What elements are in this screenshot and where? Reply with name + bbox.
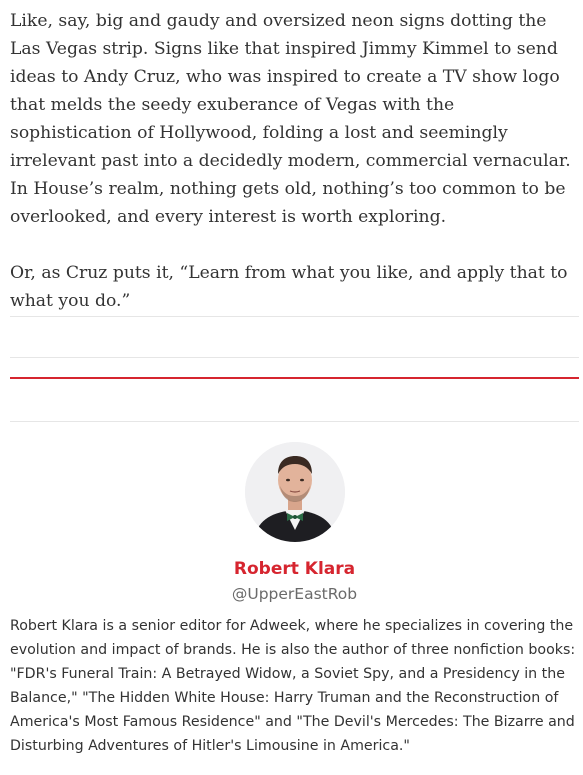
article-body [10,7,580,343]
article-paragraph: Like, say, big and gaudy and oversized neon signs dotting the Las Vegas strip. Signs like that inspired Jimmy Kimmel to send ideas to Andy Cruz, who was inspired to create a TV show logo that melds the seedy exuberance of Vegas with the sophistication of Hollywood, folding a lost and seemingly irrelevant past into a decidedly modern, commercial vernacular. In House’s realm, nothing gets old, nothing’s too common to be overlooked, and every interest is worth exploring. [10,11,571,227]
author-photo-icon [245,442,345,542]
divider [10,357,579,358]
author-avatar[interactable] [245,442,345,542]
author-card [10,442,579,758]
accent-divider [10,377,579,379]
author-name-link[interactable]: Robert Klara [233,559,356,579]
divider [10,421,579,422]
author-handle-link[interactable]: @UpperEastRob [231,585,358,603]
divider [10,316,579,317]
author-bio: Robert Klara is a senior editor for Adweek, where he specializes in covering the evolution and impact of brands. He is also the author of three nonfiction books: "FDR's Funeral Train: A Betrayed Widow, a Soviet Spy, and a Presidency in the Balance," "The Hidden White House: Harry Truman and the Reconstruction of America's Most Famous Residence" and "The Devil's Mercedes: The Bizarre and Disturbing Adventures of Hitler's Limousine in America." [10,618,576,754]
article-paragraph: Or, as Cruz puts it, “Learn from what you like, and apply that to what you do.” [10,263,568,311]
